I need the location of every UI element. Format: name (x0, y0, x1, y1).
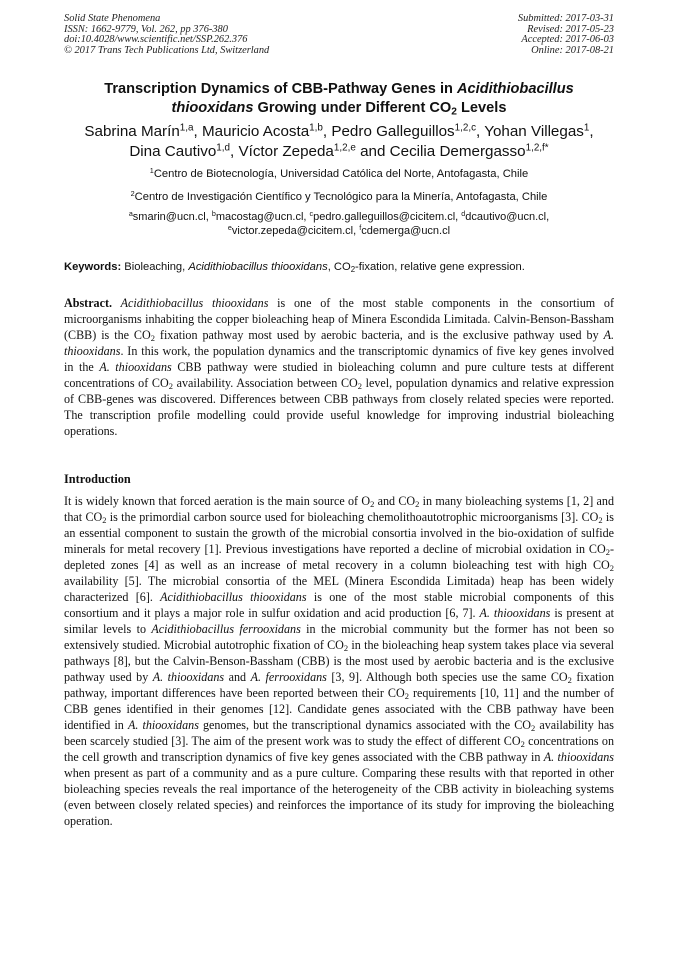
paper-title: Transcription Dynamics of CBB-Pathway Genes in Acidithiobacillus thiooxidans Growing under Different $CO_2$ Levels (104, 81, 574, 118)
author: Dina Cautivo (129, 142, 217, 160)
author: Cecilia Demergasso (389, 142, 526, 160)
date-online: Online: 2017-08-21 (531, 44, 614, 56)
affiliation-2: $^2$Centro de Investigación Científico y Tecnológico para la Minería, Antofagasta, Chile (130, 189, 548, 203)
journal-doi: doi:10.4028/www.scientific.net/SSP.262.376 (64, 34, 248, 45)
journal-header-left (64, 14, 269, 56)
author: Víctor Zepeda (238, 142, 334, 160)
journal-copyright: © 2017 Trans Tech Publications Ltd, Switzerland (64, 44, 270, 56)
abstract: Abstract. Acidithiobacillus thiooxidans is one of the most stable components in the consortium of microorganisms inhabiting the copper bioleaching heap of Minera Escondida Limitada. Calvin-Benson-Bassham (CBB) is the $CO_2$ fixation pathway most used by aerobic bacteria, and is the exclusive pathway used by A. thiooxidans. In this work, the population dynamics and the transcriptomic dynamics of five key genes involved in the A. thiooxidans CBB pathway were studied in bioleaching column and pure culture tests at different concentrations of $CO_2$ availability. Association between $CO_2$ level, population dynamics and relative expression of CBB-genes was discovered. Differences between CBB pathways from closely related species were reported. The transcription profile modelling could provide useful knowledge for improving industrial bioleaching operations. (64, 296, 614, 438)
author-list: Sabrina Marín$^{1,a}$, Mauricio Acosta$^{1,b}$, Pedro Galleguillos$^{1,2,c}$, Yohan Villegas$^1$, Dina Cautivo$^{1,d}$, Víctor Zepeda$^{1,2,e}$ and Cecilia Demergasso$^{1,2,f*}$ (84, 122, 594, 160)
email: dcautivo@ucn.cl (465, 211, 547, 223)
author-emails: $^a$smarin@ucn.cl, $^b$macostag@ucn.cl, $^c$pedro.galleguillos@cicitem.cl, $^d$dcautivo@ucn.cl, $^e$victor.zepeda@cicitem.cl, $^f$cdemerga@ucn.cl (128, 210, 550, 237)
journal-header-right (518, 14, 614, 56)
email: cdemerga@ucn.cl (361, 225, 451, 237)
introduction-paragraph: It is widely known that forced aeration is the main source of $O_2$ and $CO_2$ in many bioleaching systems [1, 2] and that $CO_2$ is the primordial carbon source used for bioleaching chemolithoautotrophic microorganisms [3]. $CO_2$ is an essential component to sustain the growth of the microbial consortia involved in the bio-oxidation of sulfide minerals for metal recovery [1]. Previous investigations have reported a decline of microbial oxidation in $CO_2$-depleted zones [4] as well as an increase of metal recovery in a column bioleaching test with high $CO_2$ availability [5]. The microbial consortia of the MEL (Minera Escondida Limitada) heap has been widely characterized [6]. Acidithiobacillus thiooxidans is one of the most stable microbial components of this consortium and it plays a major role in sulfur oxidation and acid production [6, 7]. A. thiooxidans is present at similar levels to Acidithiobacillus ferrooxidans in the microbial community but the former has not been so extensively studied. Microbial autotrophic fixation of $CO_2$ in the bioleaching heap system takes place via several pathways [8], but the Calvin-Benson-Bassham (CBB) is the most used by aerobic bacteria and is the exclusive pathway used by A. thiooxidans and A. ferrooxidans [3, 9]. Although both species use the same $CO_2$ fixation pathway, important differences have been reported between their $CO_2$ requirements [10, 11] and the number of CBB genes identified in their genomes [12]. Candidate genes associated with the CBB pathway have been identified in A. thiooxidans genomes, but the transcriptional dynamics associated with the $CO_2$ availability has been scarcely studied [3]. The aim of the present work was to study the effect of different $CO_2$ concentrations on the cell growth and transcription dynamics of five key genes associated with the CBB pathway in A. thiooxidans when present as part of a community and as a pure culture. Comparing these results with that reported in other bioleaching species reveals the real importance of the heterogeneity of the CBB activity in bioleaching systems (even between closely related species) and reinforces the importance of its study for improving the bioleaching operation. (64, 494, 615, 828)
keywords: Keywords: Bioleaching, Acidithiobacillus thiooxidans, $CO_2$-fixation, relative gene expression. (64, 261, 525, 274)
date-revised: Revised: 2017-05-23 (527, 23, 614, 35)
author: Yohan Villegas (484, 123, 584, 140)
email: victor.zepeda@cicitem.cl (231, 225, 354, 237)
journal-name: Solid State Phenomena (64, 13, 161, 24)
date-submitted: Submitted: 2017-03-31 (517, 13, 614, 24)
date-accepted: Accepted: 2017-06-03 (521, 34, 614, 45)
author: Sabrina Marín (84, 123, 180, 140)
journal-issn: ISSN: 1662-9779, Vol. 262, pp 376-380 (64, 23, 228, 35)
email: pedro.galleguillos@cicitem.cl (313, 211, 456, 223)
author: Pedro Galleguillos (331, 123, 455, 140)
affiliation-1: $^1$Centro de Biotecnología, Universidad Católica del Norte, Antofagasta, Chile (149, 166, 529, 180)
email: smarin@ucn.cl (132, 211, 206, 223)
section-heading-introduction: Introduction (64, 472, 131, 486)
email: macostag@ucn.cl (215, 211, 304, 223)
author: Mauricio Acosta (201, 123, 310, 140)
